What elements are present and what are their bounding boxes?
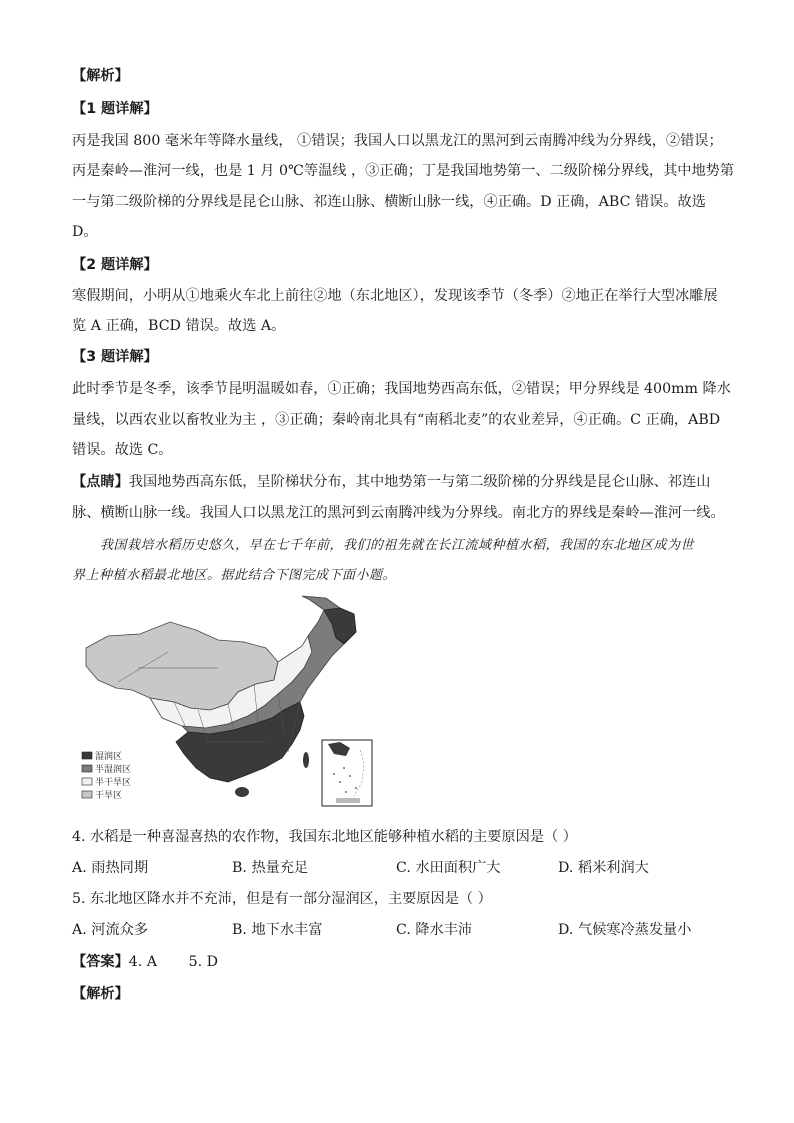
legend-swatch-humid [82,752,92,759]
question-4-stem: 4. 水稻是一种喜湿喜热的农作物，我国东北地区能够种植水稻的主要原因是（ ） [72,829,577,845]
taiwan-island [303,752,309,768]
key-point-line-1 [72,472,710,492]
answer-text: 4. A 5. D [128,954,219,970]
section-analysis-heading-2: 【解析】 [72,986,129,1002]
china-dry-humid-zones-map [78,592,378,810]
q5-option-d[interactable]: D. 气候寒冷蒸发量小 [558,922,692,938]
q5-option-a[interactable]: A. 河流众多 [72,922,149,938]
intro-line-1: 我国栽培水稻历史悠久，早在七千年前，我们的祖先就在长江流域种植水稻，我国的东北地区成为世 [100,538,695,553]
q1-line-3: 一与第二级阶梯的分界线是昆仑山脉、祁连山脉、横断山脉一线，④正确。D 正确，ABC 错误。故选 [72,194,706,210]
q2-detail-heading: 【2 题详解】 [72,257,158,273]
legend-swatch-semi-humid [82,765,92,772]
map-legend [82,750,131,801]
south-china-sea-inset [322,740,372,806]
legend-label-arid: 干旱区 [95,791,123,801]
legend-swatch-semi-arid [82,778,92,785]
answer-line [72,952,218,972]
q1-line-1: 丙是我国 800 毫米年等降水量线， ①错误；我国人口以黑龙江的黑河到云南腾冲线为分界线，②错误； [72,133,723,149]
legend-label-semi-arid: 半干旱区 [95,778,132,788]
key-point-text: 我国地势西高东低，呈阶梯状分布，其中地势第一与第二级阶梯的分界线是昆仑山脉、祁连山 [128,474,711,490]
q4-option-c[interactable]: C. 水田面积广大 [396,860,501,876]
answer-heading: 【答案】 [72,954,129,970]
hainan-island [235,787,249,797]
key-point-line-2: 脉、横断山脉一线。我国人口以黑龙江的黑河到云南腾冲线为分界线。南北方的界线是秦岭—淮河一线。 [72,505,725,521]
legend-label-semi-humid: 半湿润区 [95,765,132,775]
q1-line-2: 丙是秦岭—淮河一线，也是 1 月 0℃等温线 ，③正确；丁是我国地势第一、二级阶梯分界线，其中地势第 [72,163,735,179]
q4-option-d[interactable]: D. 稻米利润大 [558,860,649,876]
q1-line-4: D。 [72,224,98,240]
q1-detail-heading: 【1 题详解】 [72,101,158,117]
question-5-stem: 5. 东北地区降水并不充沛，但是有一部分湿润区，主要原因是（ ） [72,891,492,907]
q4-option-a[interactable]: A. 雨热同期 [72,860,149,876]
q3-line-1: 此时季节是冬季，该季节昆明温暖如春，①正确；我国地势西高东低，②错误；甲分界线是 400mm 降水 [72,381,731,397]
q2-line-2: 览 A 正确，BCD 错误。故选 A。 [72,318,286,334]
legend-swatch-arid [82,791,92,798]
q2-line-1: 寒假期间，小明从①地乘火车北上前往②地（东北地区），发现该季节（冬季）②地正在举行大型冰雕展 [72,288,718,304]
legend-label-humid: 湿润区 [95,752,123,762]
q3-line-3: 错误。故选 C。 [72,442,173,458]
section-analysis-heading: 【解析】 [72,68,129,84]
q3-detail-heading: 【3 题详解】 [72,349,158,365]
q5-option-c[interactable]: C. 降水丰沛 [396,922,473,938]
intro-line-2: 界上种植水稻最北地区。据此结合下图完成下面小题。 [72,568,397,583]
q4-option-b[interactable]: B. 热量充足 [232,860,309,876]
key-point-heading: 【点睛】 [72,474,129,490]
q5-option-b[interactable]: B. 地下水丰富 [232,922,323,938]
q3-line-2: 量线，以西农业以畜牧业为主 ，③正确；秦岭南北具有“南稻北麦”的农业差异，④正确。C 正确，ABD [72,412,721,428]
